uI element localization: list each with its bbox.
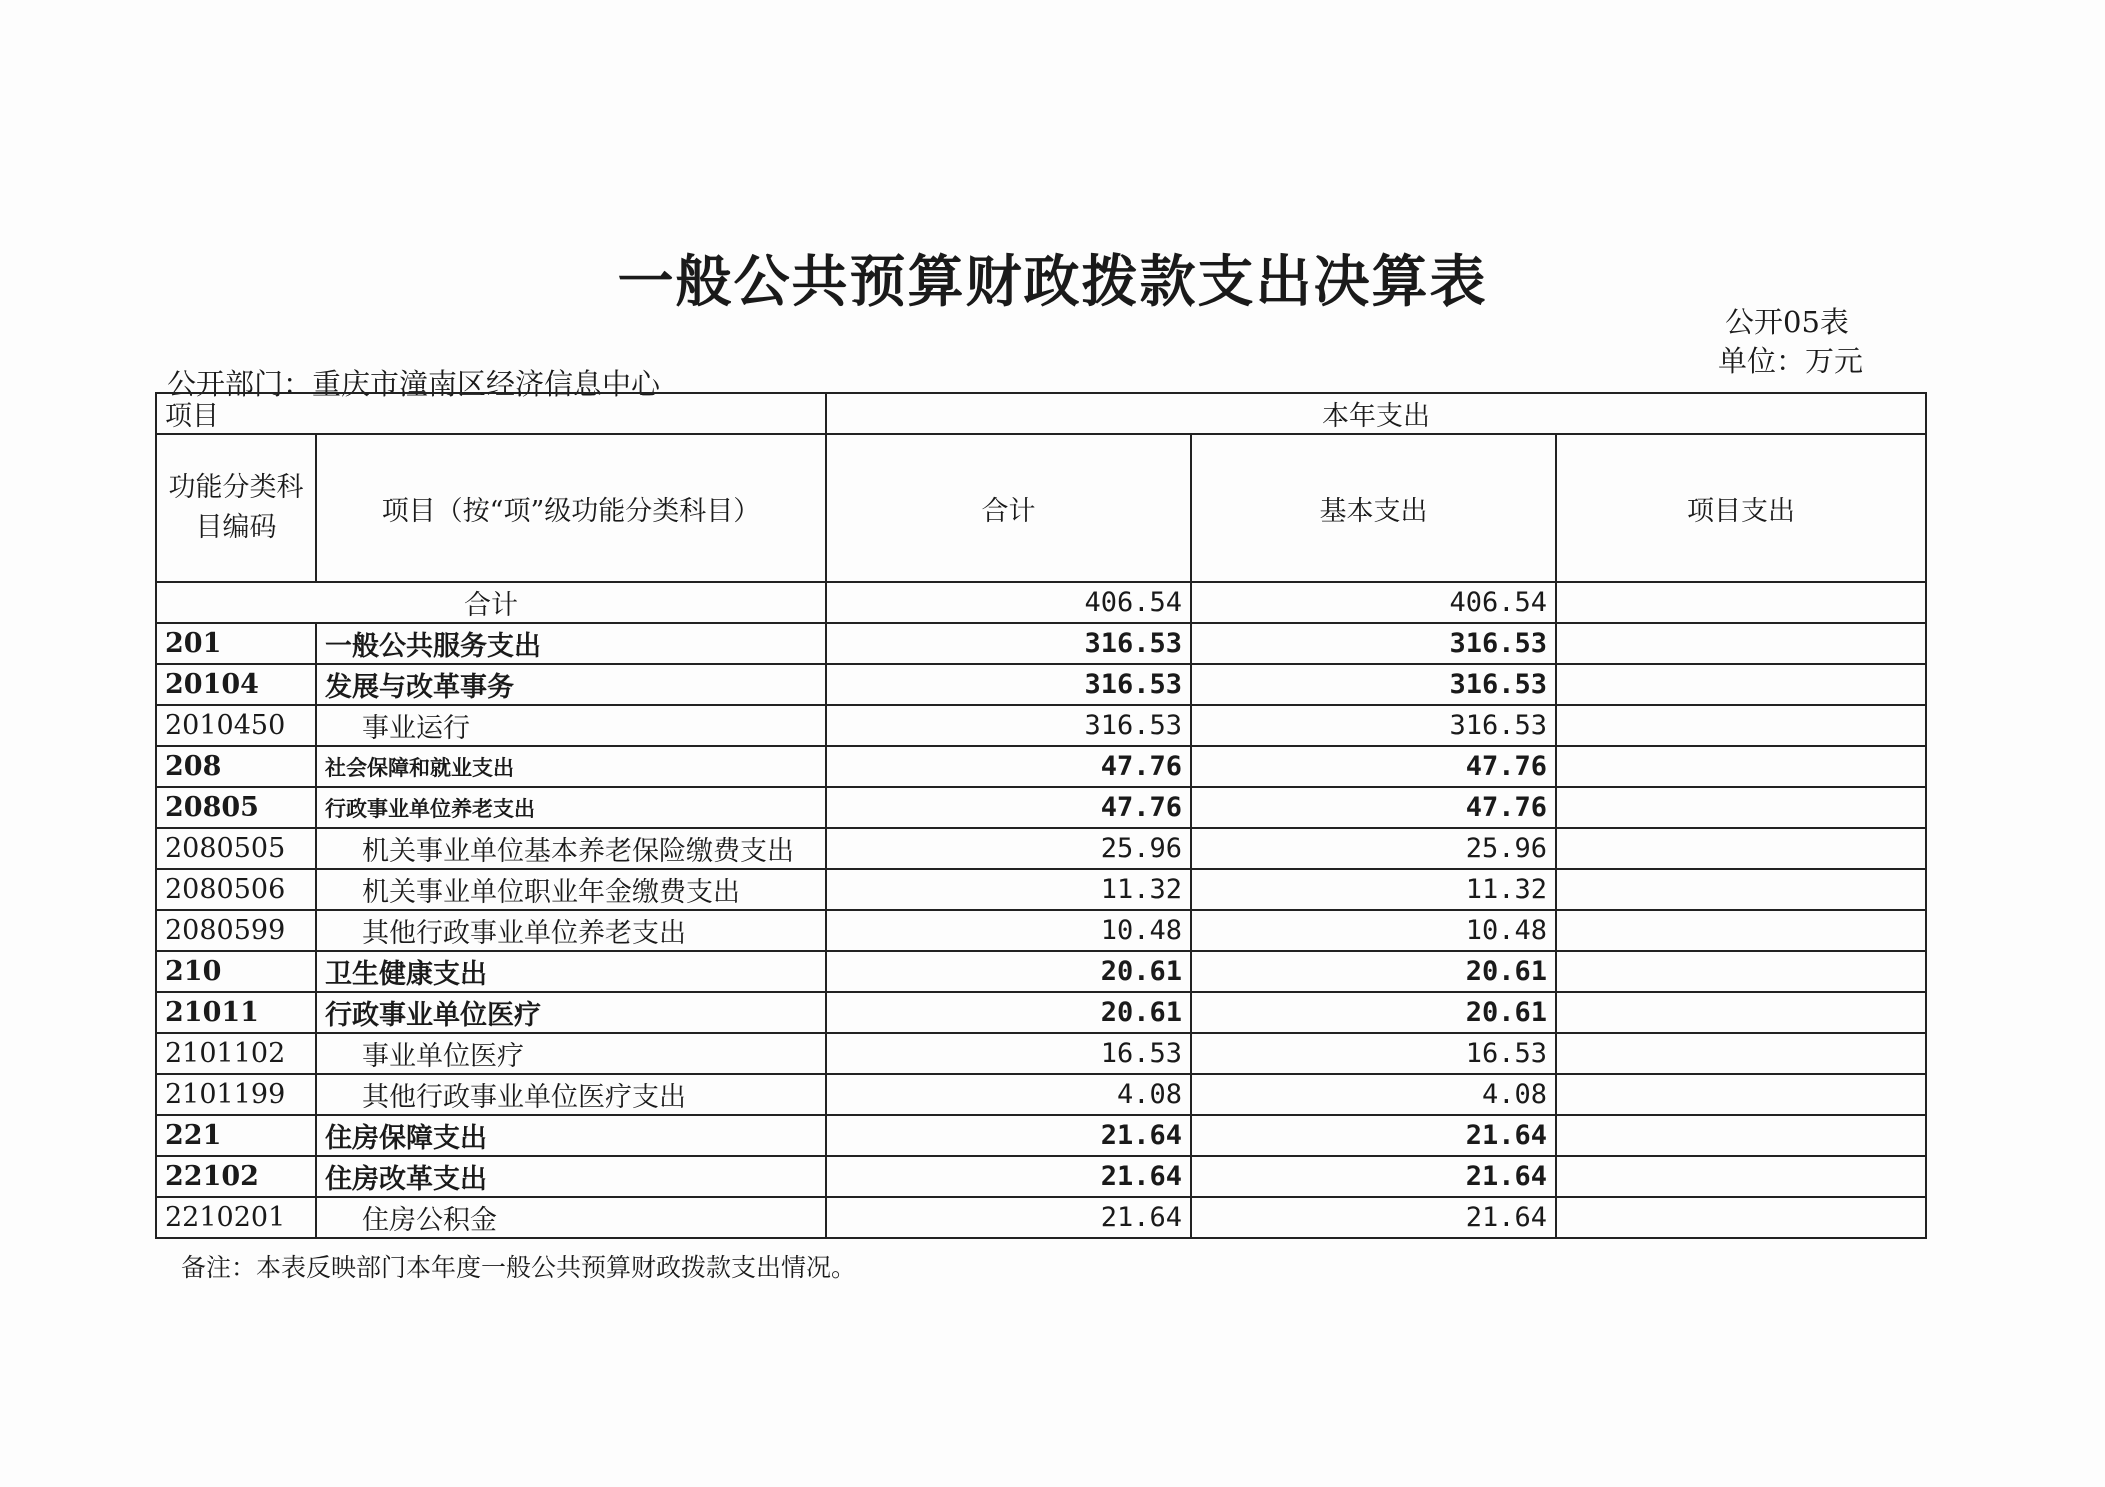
row-basic: 25.96 <box>1191 828 1556 869</box>
project-column-header: 项目支出 <box>1556 434 1926 582</box>
row-total: 4.08 <box>826 1074 1191 1115</box>
row-name: 住房改革支出 <box>316 1156 826 1197</box>
row-project <box>1556 992 1926 1033</box>
row-basic: 316.53 <box>1191 705 1556 746</box>
row-code: 221 <box>156 1115 316 1156</box>
row-project <box>1556 664 1926 705</box>
total-row <box>156 582 1926 623</box>
table-row <box>156 992 1926 1033</box>
row-code: 2080506 <box>156 869 316 910</box>
form-number: 公开05表 <box>1725 305 1849 339</box>
unit-label: 单位：万元 <box>1718 344 1864 378</box>
row-code: 210 <box>156 951 316 992</box>
table-row <box>156 1197 1926 1238</box>
row-basic: 20.61 <box>1191 951 1556 992</box>
row-total: 20.61 <box>826 992 1191 1033</box>
row-name: 行政事业单位医疗 <box>316 992 826 1033</box>
table-row <box>156 1033 1926 1074</box>
row-project <box>1556 910 1926 951</box>
total-column-header: 合计 <box>826 434 1191 582</box>
table-row <box>156 1156 1926 1197</box>
row-total: 47.76 <box>826 787 1191 828</box>
basic-column-header: 基本支出 <box>1191 434 1556 582</box>
row-basic: 16.53 <box>1191 1033 1556 1074</box>
row-basic: 20.61 <box>1191 992 1556 1033</box>
name-column-header: 项目（按“项”级功能分类科目） <box>316 434 826 582</box>
row-project <box>1556 1074 1926 1115</box>
total-label: 合计 <box>156 582 826 623</box>
table-row <box>156 869 1926 910</box>
row-total: 16.53 <box>826 1033 1191 1074</box>
table-row <box>156 951 1926 992</box>
table-row <box>156 910 1926 951</box>
table-row <box>156 705 1926 746</box>
row-basic: 47.76 <box>1191 787 1556 828</box>
row-name: 行政事业单位养老支出 <box>316 787 826 828</box>
row-total: 316.53 <box>826 664 1191 705</box>
row-name: 机关事业单位基本养老保险缴费支出 <box>316 828 826 869</box>
row-basic: 316.53 <box>1191 623 1556 664</box>
budget-table <box>155 392 1927 1239</box>
row-name: 住房保障支出 <box>316 1115 826 1156</box>
row-name: 机关事业单位职业年金缴费支出 <box>316 869 826 910</box>
row-total: 47.76 <box>826 746 1191 787</box>
row-basic: 21.64 <box>1191 1156 1556 1197</box>
table-row <box>156 1074 1926 1115</box>
row-code: 2080505 <box>156 828 316 869</box>
footnote: 备注：本表反映部门本年度一般公共预算财政拨款支出情况。 <box>181 1253 857 1282</box>
row-project <box>1556 1115 1926 1156</box>
row-name: 一般公共服务支出 <box>316 623 826 664</box>
row-total: 316.53 <box>826 623 1191 664</box>
row-name: 事业运行 <box>316 705 826 746</box>
row-code: 20104 <box>156 664 316 705</box>
row-basic: 10.48 <box>1191 910 1556 951</box>
total-basic: 406.54 <box>1191 582 1556 623</box>
row-project <box>1556 869 1926 910</box>
row-name: 住房公积金 <box>316 1197 826 1238</box>
total-project <box>1556 582 1926 623</box>
row-name: 其他行政事业单位养老支出 <box>316 910 826 951</box>
row-total: 11.32 <box>826 869 1191 910</box>
row-total: 21.64 <box>826 1115 1191 1156</box>
row-name: 卫生健康支出 <box>316 951 826 992</box>
row-code: 21011 <box>156 992 316 1033</box>
row-project <box>1556 1033 1926 1074</box>
table-row <box>156 623 1926 664</box>
this-year-header: 本年支出 <box>826 393 1926 434</box>
row-code: 2080599 <box>156 910 316 951</box>
row-project <box>1556 951 1926 992</box>
row-project <box>1556 623 1926 664</box>
row-total: 10.48 <box>826 910 1191 951</box>
row-basic: 21.64 <box>1191 1197 1556 1238</box>
row-project <box>1556 746 1926 787</box>
total-amount: 406.54 <box>826 582 1191 623</box>
row-total: 316.53 <box>826 705 1191 746</box>
row-project <box>1556 787 1926 828</box>
row-basic: 316.53 <box>1191 664 1556 705</box>
row-basic: 4.08 <box>1191 1074 1556 1115</box>
table-row <box>156 787 1926 828</box>
row-basic: 47.76 <box>1191 746 1556 787</box>
row-total: 21.64 <box>826 1156 1191 1197</box>
row-code: 2101199 <box>156 1074 316 1115</box>
table-row <box>156 828 1926 869</box>
row-code: 22102 <box>156 1156 316 1197</box>
code-column-header: 功能分类科目编码 <box>156 434 316 582</box>
row-project <box>1556 1197 1926 1238</box>
row-code: 2101102 <box>156 1033 316 1074</box>
row-name: 其他行政事业单位医疗支出 <box>316 1074 826 1115</box>
row-project <box>1556 1156 1926 1197</box>
row-total: 21.64 <box>826 1197 1191 1238</box>
header-row-1 <box>156 393 1926 434</box>
row-name: 社会保障和就业支出 <box>316 746 826 787</box>
page-title: 一般公共预算财政拨款支出决算表 <box>617 250 1488 315</box>
row-project <box>1556 705 1926 746</box>
row-total: 20.61 <box>826 951 1191 992</box>
row-basic: 21.64 <box>1191 1115 1556 1156</box>
row-project <box>1556 828 1926 869</box>
table-row <box>156 1115 1926 1156</box>
row-code: 201 <box>156 623 316 664</box>
row-code: 20805 <box>156 787 316 828</box>
header-row-2 <box>156 434 1926 582</box>
table-row <box>156 664 1926 705</box>
row-code: 208 <box>156 746 316 787</box>
row-total: 25.96 <box>826 828 1191 869</box>
project-header: 项目 <box>156 393 826 434</box>
row-name: 事业单位医疗 <box>316 1033 826 1074</box>
row-code: 2010450 <box>156 705 316 746</box>
row-name: 发展与改革事务 <box>316 664 826 705</box>
table-row <box>156 746 1926 787</box>
row-basic: 11.32 <box>1191 869 1556 910</box>
department-label: 公开部门：重庆市潼南区经济信息中心 <box>167 367 661 401</box>
row-code: 2210201 <box>156 1197 316 1238</box>
